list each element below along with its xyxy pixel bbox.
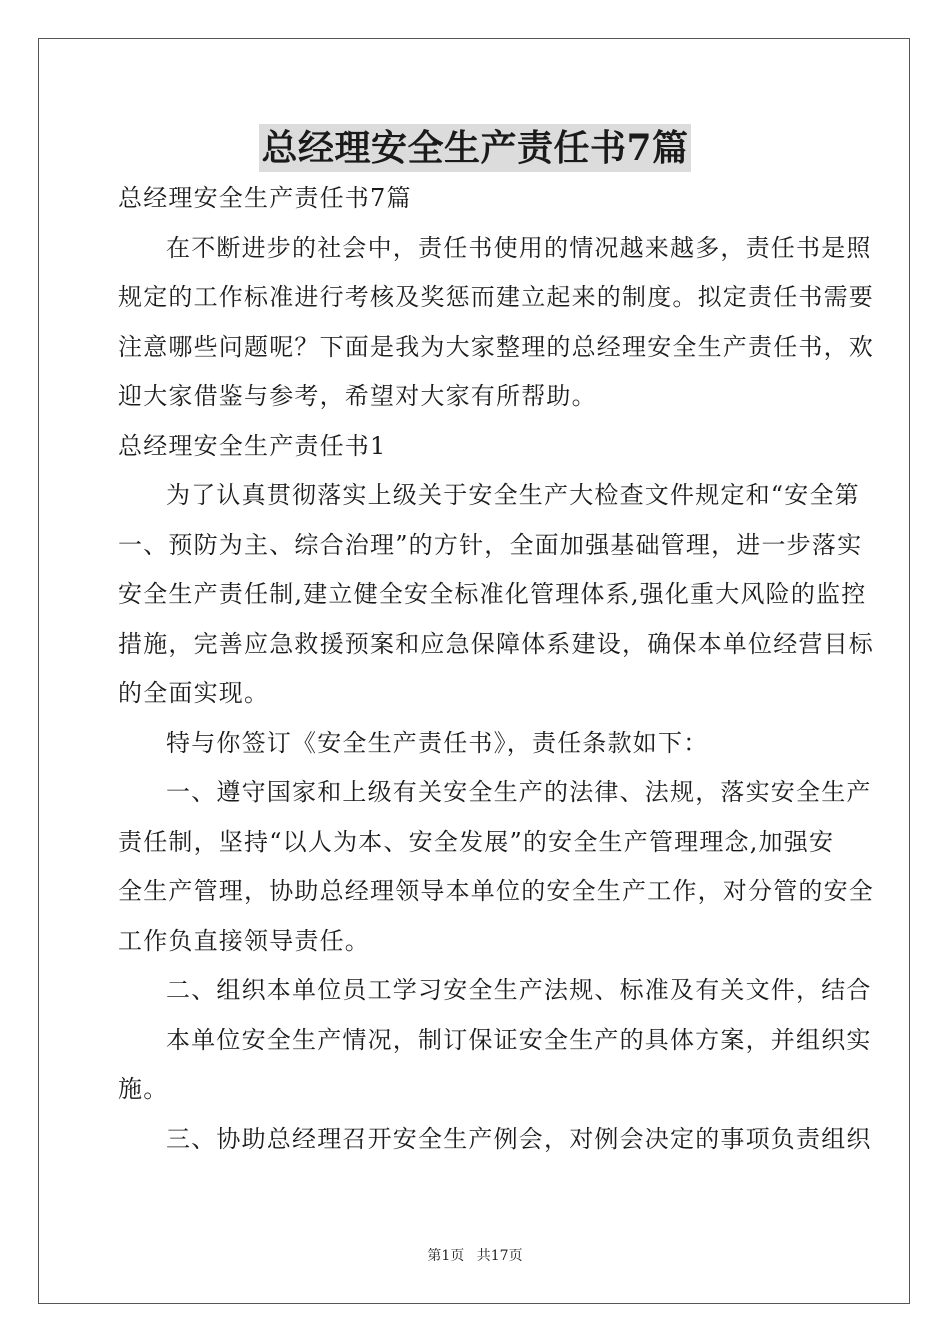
text-line: 施。 bbox=[118, 1075, 169, 1103]
text-line: 本单位安全生产情况，制订保证安全生产的具体方案，并组织实 bbox=[166, 1025, 872, 1054]
text-line: 总经理安全生产责任书7篇 bbox=[118, 184, 412, 212]
text-line: 措施，完善应急救援预案和应急保障体系建设，确保本单位经营目标 bbox=[118, 629, 874, 658]
page-footer bbox=[0, 1245, 950, 1265]
text-line: 二、组织本单位员工学习安全生产法规、标准及有关文件，结合 bbox=[166, 976, 872, 1004]
text-line: 迎大家借鉴与参考，希望对大家有所帮助。 bbox=[118, 382, 597, 410]
text-line: 责任制，坚持“以人为本、安全发展”的安全生产管理理念,加强安 bbox=[118, 827, 835, 856]
text-line: 工作负直接领导责任。 bbox=[118, 926, 370, 955]
document-title bbox=[0, 124, 950, 174]
text-line: 全生产管理，协助总经理领导本单位的安全生产工作，对分管的安全 bbox=[118, 877, 874, 905]
text-line: 安全生产责任制,建立健全安全标准化管理体系,强化重大风险的监控 bbox=[118, 580, 867, 608]
text-line: 注意哪些问题呢？下面是我为大家整理的总经理安全生产责任书，欢 bbox=[118, 332, 874, 361]
text-line: 特与你签订《安全生产责任书》，责任条款如下： bbox=[166, 728, 709, 757]
page-number: 第1页 bbox=[427, 1248, 465, 1264]
text-line: 为了认真贯彻落实上级关于安全生产大检查文件规定和“安全第 bbox=[166, 481, 860, 509]
text-line: 在不断进步的社会中，责任书使用的情况越来越多，责任书是照 bbox=[166, 233, 872, 262]
page-total: 共17页 bbox=[476, 1248, 523, 1264]
text-line: 规定的工作标准进行考核及奖惩而建立起来的制度。拟定责任书需要 bbox=[118, 283, 874, 311]
text-line: 的全面实现。 bbox=[118, 679, 270, 707]
text-line: 一、遵守国家和上级有关安全生产的法律、法规，落实安全生产 bbox=[166, 778, 872, 806]
document-title-text: 总经理安全生产责任书7篇 bbox=[259, 124, 690, 172]
text-line: 三、协助总经理召开安全生产例会，对例会决定的事项负责组织 bbox=[166, 1124, 872, 1153]
text-line: 一、预防为主、综合治理”的方针，全面加强基础管理，进一步落实 bbox=[118, 530, 863, 559]
text-line: 总经理安全生产责任书1 bbox=[118, 431, 387, 460]
document-body bbox=[118, 174, 874, 1164]
